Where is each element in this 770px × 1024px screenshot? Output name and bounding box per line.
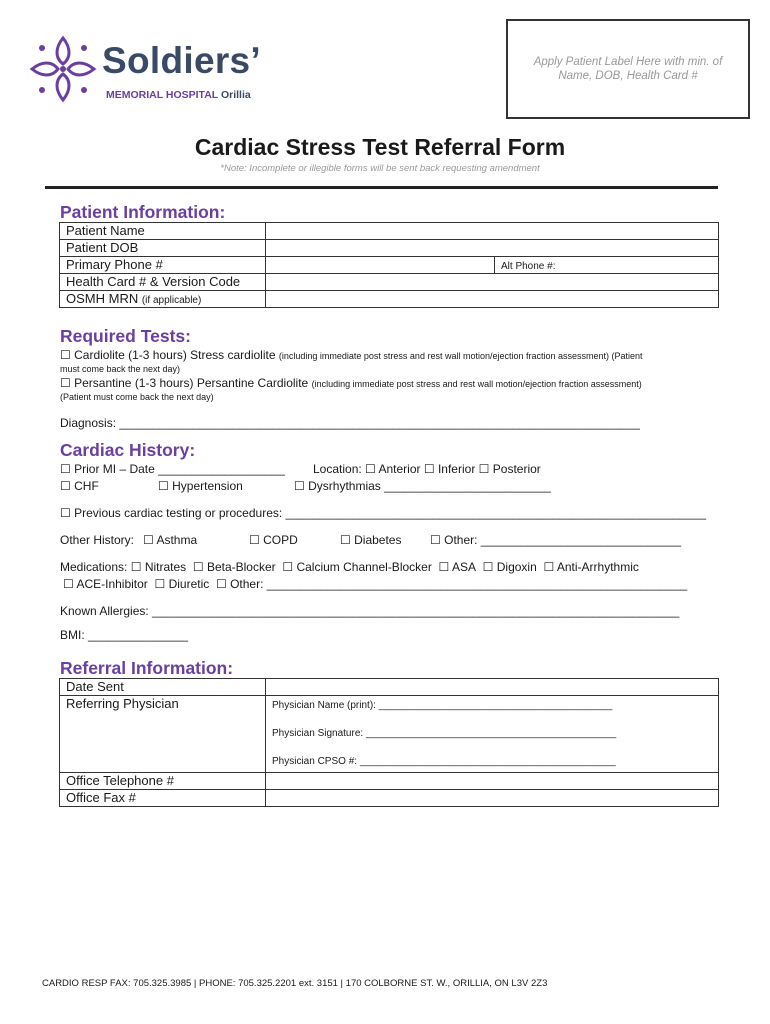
table-row — [60, 790, 719, 807]
ace-inhibitor-label: ACE-Inhibitor — [76, 577, 148, 591]
checkbox[interactable]: ☐ — [282, 560, 294, 574]
checkbox[interactable]: ☐ — [60, 479, 71, 493]
medication-other-field: Other: _______________________________________________________________ — [230, 577, 688, 591]
primary-phone-label: Primary Phone # — [60, 257, 266, 274]
hypertension-label: Hypertension — [172, 479, 243, 493]
checkbox[interactable]: ☐ — [249, 533, 260, 547]
checkbox[interactable]: ☐ — [365, 462, 376, 476]
test-persantine-label: Persantine (1-3 hours) Persantine Cardiolite — [74, 376, 309, 390]
referral-info-heading: Referral Information: — [60, 658, 234, 678]
digoxin-label: Digoxin — [496, 560, 537, 574]
anterior-label: Anterior — [378, 462, 421, 476]
test-cardiolite — [60, 348, 643, 362]
asa-label: ASA — [451, 560, 476, 574]
footer-contact: CARDIO RESP FAX: 705.325.3985 | PHONE: 705.325.2201 ext. 3151 | 170 COLBORNE ST. W., ORILLIA, ON L3V 2Z3 — [42, 978, 548, 989]
inferior-label: Inferior — [437, 462, 476, 476]
dysrhythmias-label: Dysrhythmias _________________________ — [308, 479, 551, 493]
table-row — [60, 291, 719, 308]
table-row — [60, 773, 719, 790]
hospital-logo-icon — [28, 34, 98, 104]
checkbox[interactable]: ☐ — [423, 462, 435, 476]
patient-label-box — [506, 19, 750, 119]
medications-row-2 — [63, 577, 687, 591]
cardiac-history-heading: Cardiac History: — [60, 440, 196, 460]
checkbox[interactable]: ☐ — [294, 479, 305, 493]
label-line-1: Apply Patient Label Here with min. of — [533, 56, 723, 68]
checkbox[interactable]: ☐ — [430, 533, 441, 547]
checkbox[interactable]: ☐ — [158, 479, 169, 493]
form-title: Cardiac Stress Test Referral Form — [194, 134, 566, 160]
other-history-label: Other History: — [60, 533, 135, 547]
patient-name-label: Patient Name — [60, 223, 266, 240]
diuretic-label: Diuretic — [168, 577, 210, 591]
other-history-row — [430, 533, 681, 547]
table-row — [60, 223, 719, 240]
physician-name-field[interactable]: Physician Name (print): __________________________________________ — [272, 700, 613, 711]
primary-phone-field[interactable] — [266, 257, 495, 274]
checkbox[interactable]: ☐ — [60, 376, 71, 390]
dysrhythmias-row — [294, 479, 551, 493]
diagnosis-field[interactable]: Diagnosis: ______________________________________________________________________________ — [60, 416, 640, 430]
medications-label: Medications: — [60, 560, 128, 574]
alt-phone-label: Alt Phone #: — [501, 261, 556, 272]
logo-sub-text: MEMORIAL HOSPITAL — [106, 89, 219, 101]
checkbox[interactable]: ☐ — [63, 577, 74, 591]
test-persantine-note-2: (Patient must come back the next day) — [60, 392, 214, 402]
test-persantine-note: (including immediate post stress and rest wall motion/ejection fraction assessment) — [311, 379, 642, 389]
asthma-row — [143, 533, 197, 547]
checkbox[interactable]: ☐ — [60, 506, 71, 520]
patient-dob-field[interactable] — [266, 240, 719, 257]
location-row — [313, 462, 541, 476]
date-sent-label: Date Sent — [60, 679, 266, 696]
office-fax-field[interactable] — [266, 790, 719, 807]
test-cardiolite-note: (including immediate post stress and rest wall motion/ejection fraction assessment) (Patient — [278, 351, 643, 361]
office-fax-label: Office Fax # — [60, 790, 266, 807]
diabetes-label: Diabetes — [354, 533, 402, 547]
diabetes-row — [340, 533, 401, 547]
checkbox[interactable]: ☐ — [478, 462, 490, 476]
alt-phone-field[interactable] — [495, 257, 719, 274]
calcium-blocker-label: Calcium Channel-Blocker — [296, 560, 432, 574]
physician-signature-field[interactable]: Physician Signature: _____________________________________________ — [272, 728, 617, 739]
checkbox[interactable]: ☐ — [60, 348, 71, 362]
patient-dob-label: Patient DOB — [60, 240, 266, 257]
medications-row — [60, 560, 639, 574]
health-card-label: Health Card # & Version Code — [60, 274, 266, 291]
hypertension-row — [158, 479, 243, 493]
checkbox[interactable]: ☐ — [130, 560, 142, 574]
copd-row — [249, 533, 298, 547]
previous-testing-label: Previous cardiac testing or procedures: _______________________________________________________________ — [74, 506, 706, 520]
logo-subtitle — [106, 89, 251, 101]
previous-testing-row — [60, 506, 706, 520]
copd-label: COPD — [263, 533, 298, 547]
patient-info-table — [59, 222, 719, 308]
date-sent-field[interactable] — [266, 679, 719, 696]
physician-details — [266, 696, 718, 772]
checkbox[interactable]: ☐ — [143, 533, 154, 547]
chf-row — [60, 479, 99, 493]
checkbox[interactable]: ☐ — [154, 577, 166, 591]
patient-name-field[interactable] — [266, 223, 719, 240]
table-row — [60, 240, 719, 257]
patient-info-heading: Patient Information: — [60, 202, 226, 222]
beta-blocker-label: Beta-Blocker — [206, 560, 276, 574]
bmi-field[interactable]: BMI: _______________ — [60, 628, 189, 642]
table-row — [60, 257, 719, 274]
checkbox[interactable]: ☐ — [192, 560, 204, 574]
checkbox[interactable]: ☐ — [215, 577, 227, 591]
form-note: *Note: Incomplete or illegible forms will be sent back requesting amendment — [220, 163, 540, 174]
referring-physician-label: Referring Physician — [60, 696, 266, 773]
label-line-2: Name, DOB, Health Card # — [558, 70, 698, 83]
posterior-label: Posterior — [492, 462, 541, 476]
checkbox[interactable]: ☐ — [340, 533, 351, 547]
patient-label-instructions — [508, 55, 748, 84]
mrn-field[interactable] — [266, 291, 719, 308]
allergies-field[interactable]: Known Allergies: _______________________________________________________________________________ — [60, 604, 680, 618]
logo-location: Orillia — [220, 89, 251, 101]
mrn-note: (if applicable) — [141, 295, 202, 306]
office-telephone-label: Office Telephone # — [60, 773, 266, 790]
test-cardiolite-label: Cardiolite (1-3 hours) Stress cardiolite — [74, 348, 276, 362]
required-tests-heading: Required Tests: — [60, 326, 191, 346]
checkbox[interactable]: ☐ — [438, 560, 450, 574]
header-divider — [45, 186, 718, 189]
chf-label: CHF — [74, 479, 99, 493]
other-history-field: Other: ______________________________ — [444, 533, 682, 547]
referral-info-table — [59, 678, 719, 807]
checkbox[interactable]: ☐ — [482, 560, 494, 574]
anti-arrhythmic-label: Anti-Arrhythmic — [556, 560, 639, 574]
nitrates-label: Nitrates — [144, 560, 187, 574]
health-card-field[interactable] — [266, 274, 719, 291]
logo-wordmark: Soldiers’ — [102, 40, 261, 81]
mrn-label-text: OSMH MRN — [66, 291, 139, 306]
mrn-label — [60, 291, 266, 308]
office-telephone-field[interactable] — [266, 773, 719, 790]
asthma-label: Asthma — [156, 533, 198, 547]
table-row — [60, 679, 719, 696]
prior-mi-row — [60, 462, 285, 476]
physician-details-cell — [266, 696, 719, 773]
checkbox[interactable]: ☐ — [543, 560, 555, 574]
table-row — [60, 274, 719, 291]
location-label: Location: — [313, 462, 362, 476]
prior-mi-label: Prior MI – Date ___________________ — [74, 462, 285, 476]
checkbox[interactable]: ☐ — [60, 462, 71, 476]
physician-cpso-field[interactable]: Physician CPSO #: ______________________________________________ — [272, 756, 616, 767]
test-cardiolite-note-2: must come back the next day) — [60, 364, 181, 374]
test-persantine — [60, 376, 642, 390]
table-row — [60, 696, 719, 773]
